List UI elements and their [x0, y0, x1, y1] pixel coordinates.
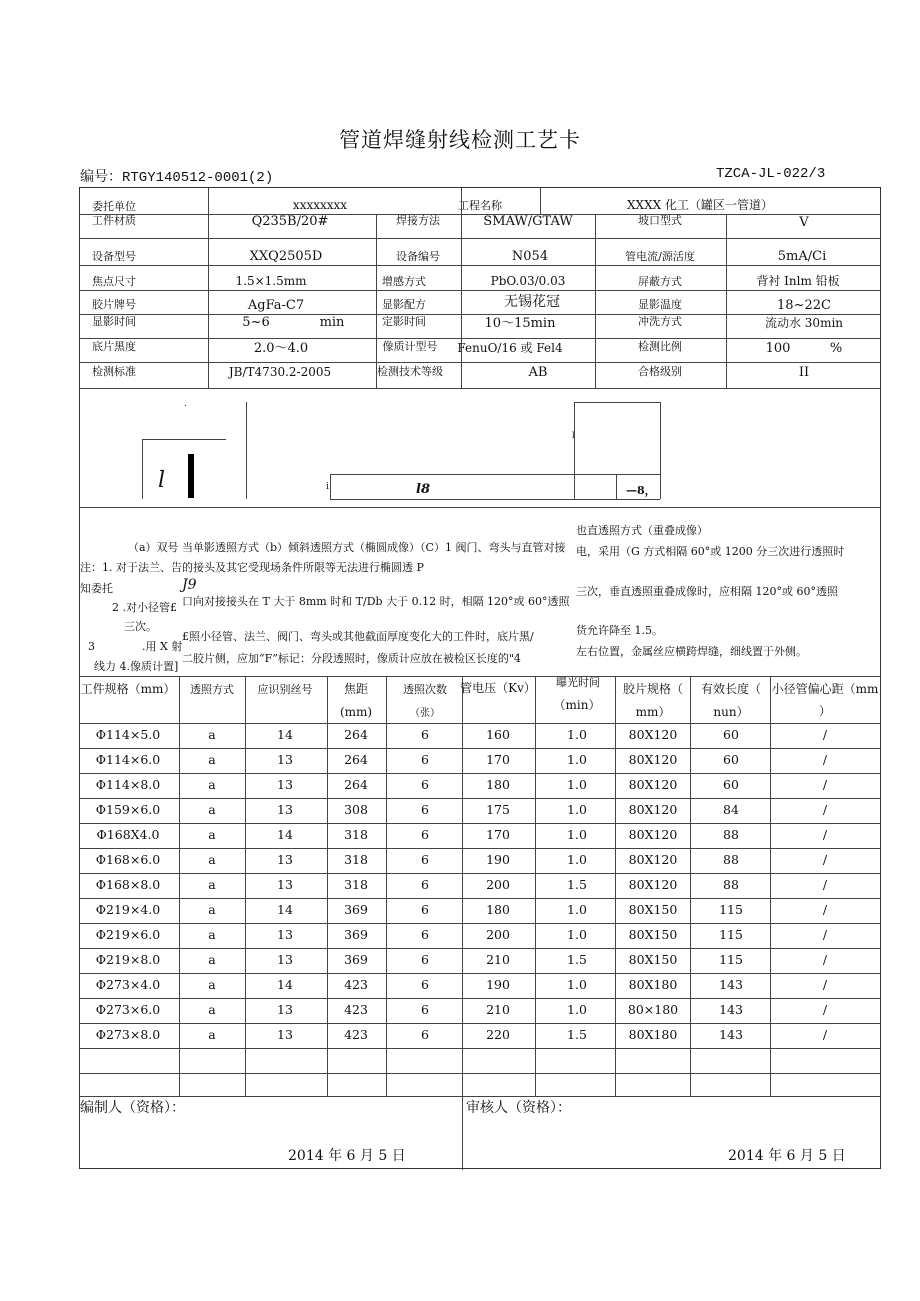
col-header-effective-length: 有效长度（	[700, 682, 762, 696]
table-cell: a	[208, 927, 216, 942]
table-cell: 190	[486, 977, 510, 992]
table-cell: 210	[486, 1002, 510, 1017]
reviewer-label: 审核人（资格）：	[466, 1100, 571, 1116]
table-cell: 6	[421, 802, 429, 817]
table-cell: 80X120	[628, 777, 678, 792]
develop-temperature-value: 18~22C	[777, 298, 831, 313]
note-line: 注：1. 对于法兰、告	[80, 561, 182, 574]
table-cell: Φ159×6.0	[95, 802, 161, 817]
col-header-method: 透照方式	[190, 683, 234, 696]
standard-label: 检测标准	[92, 365, 136, 378]
table-cell: 80X120	[628, 727, 678, 742]
table-cell: /	[822, 877, 828, 892]
table-cell: 369	[344, 902, 368, 917]
table-cell: 88	[723, 827, 739, 842]
table-cell: 318	[344, 852, 368, 867]
acceptance-level-label: 合格级别	[638, 365, 682, 378]
table-cell: Φ273×8.0	[95, 1027, 161, 1042]
table-cell: 84	[723, 802, 739, 817]
table-cell: 1.0	[567, 852, 587, 867]
note-line: £照小径管、法兰、阀门、弯头或其他截面厚度变化大的工件时，底片黑/	[182, 630, 534, 643]
table-cell: 13	[277, 852, 293, 867]
col-header-exposures-unit: （张）	[410, 708, 440, 719]
compiler-label: 编制人（资格）：	[80, 1100, 185, 1116]
table-cell: 190	[486, 852, 510, 867]
fixing-time-label: 定影时间	[382, 315, 426, 328]
diagram-mark-d: i	[326, 482, 329, 492]
shielding-value: 背衬 Inlm 铅板	[756, 274, 840, 288]
technique-level-label: 检测技术等级	[377, 365, 443, 378]
tube-current-value: 5mA/Ci	[777, 249, 827, 264]
table-cell: 115	[719, 927, 743, 942]
col-header-spec: 工件规格（mm）	[80, 682, 176, 696]
table-cell: 1.0	[567, 902, 587, 917]
tube-current-label: 管电流/源活度	[625, 250, 695, 263]
note-line: （a）双号	[128, 541, 179, 554]
table-cell: 80X150	[628, 902, 678, 917]
table-cell: /	[822, 902, 828, 917]
client-label: 委托单位	[92, 200, 136, 213]
table-cell: a	[208, 827, 216, 842]
table-cell: /	[822, 1027, 828, 1042]
iqi-model-label: 像质计型号	[382, 340, 438, 353]
table-cell: 115	[719, 902, 743, 917]
table-cell: 88	[723, 877, 739, 892]
develop-time-label: 显影时间	[92, 315, 136, 328]
col-header-focal-unit: (mm)	[339, 705, 373, 719]
table-cell: 264	[344, 727, 368, 742]
material-value: Q235B/20#	[251, 214, 329, 229]
film-density-label: 底片黑度	[92, 340, 136, 353]
table-cell: 170	[486, 827, 510, 842]
table-cell: a	[208, 852, 216, 867]
table-cell: 423	[344, 977, 368, 992]
table-cell: /	[822, 827, 828, 842]
table-cell: 6	[421, 877, 429, 892]
table-cell: 6	[421, 902, 429, 917]
table-cell: 1.0	[567, 727, 587, 742]
table-cell: 6	[421, 952, 429, 967]
table-cell: /	[822, 852, 828, 867]
diagram-mark-dot: .	[184, 399, 187, 409]
note-line: 知委托	[80, 582, 113, 595]
note-line: 线力 4.像质计置]	[94, 660, 179, 673]
note-line: 3	[88, 640, 95, 653]
table-cell: 1.0	[567, 802, 587, 817]
develop-time-unit: min	[319, 315, 345, 330]
note-line: 二胶片侧，应加“F”标记：分段透照时，像质计应放在被检区长度的"4	[182, 652, 521, 665]
table-cell: Φ114×5.0	[95, 727, 161, 742]
table-cell: 175	[486, 802, 510, 817]
table-cell: 264	[344, 777, 368, 792]
table-cell: a	[208, 777, 216, 792]
table-cell: Φ219×8.0	[95, 952, 161, 967]
table-cell: a	[208, 1002, 216, 1017]
diagram-mark-b: l8	[416, 482, 430, 497]
table-cell: 170	[486, 752, 510, 767]
table-cell: 80X180	[628, 1027, 678, 1042]
table-cell: /	[822, 952, 828, 967]
table-cell: 14	[277, 977, 293, 992]
diagram-thick-bar	[188, 454, 194, 498]
inspection-ratio-label: 检测比例	[638, 340, 682, 353]
developer-formula-value: 无锡花冠	[504, 294, 560, 310]
table-cell: 210	[486, 952, 510, 967]
table-cell: 80X180	[628, 977, 678, 992]
col-header-wire: 应识别丝号	[257, 683, 313, 696]
exposure-diagram	[80, 388, 880, 507]
table-cell: 180	[486, 777, 510, 792]
col-header-eccentricity: 小径管偏心距（mm	[771, 682, 879, 696]
table-cell: 80X120	[628, 852, 678, 867]
table-cell: Φ114×8.0	[95, 777, 161, 792]
table-cell: /	[822, 977, 828, 992]
table-cell: a	[208, 977, 216, 992]
col-header-exposure-time-unit: （min）	[553, 698, 601, 712]
note-line: 电，采用（G 方式相隔 60°或 1200 分三次进行透照时	[576, 545, 845, 558]
compile-date: 2014 年 6 月 5 日	[288, 1148, 406, 1164]
table-cell: 80×180	[627, 1002, 679, 1017]
note-line: 也直透照方式（重叠成像）	[576, 524, 708, 537]
film-brand-label: 胶片牌号	[92, 298, 136, 311]
table-cell: /	[822, 1002, 828, 1017]
table-cell: 13	[277, 1027, 293, 1042]
table-cell: 6	[421, 1002, 429, 1017]
page-title: 管道焊缝射线检测工艺卡	[339, 128, 581, 152]
film-brand-value: AgFa-C7	[247, 298, 305, 313]
acceptance-level-value: II	[798, 365, 810, 380]
table-cell: 80X150	[628, 927, 678, 942]
table-cell: 60	[723, 777, 739, 792]
standard-value: JB/T4730.2-2005	[228, 365, 332, 379]
col-header-exposure-time: 曝光时间	[556, 676, 600, 689]
table-cell: /	[822, 927, 828, 942]
note-line: J9	[182, 577, 197, 593]
table-cell: 13	[277, 777, 293, 792]
table-cell: 1.0	[567, 927, 587, 942]
focal-size-label: 焦点尺寸	[92, 275, 136, 288]
table-cell: 160	[486, 727, 510, 742]
note-line: 当单影透照方式（b）倾斜透照方式（椭圆成像）（C）1 阀门、弯头与直管对接	[182, 541, 566, 554]
project-name-label: 工程名称	[458, 199, 502, 212]
table-cell: Φ168X4.0	[96, 827, 160, 842]
table-cell: 1.0	[567, 827, 587, 842]
table-cell: 1.0	[567, 777, 587, 792]
table-cell: 115	[719, 952, 743, 967]
table-cell: 6	[421, 977, 429, 992]
col-header-film-size: 胶片规格（	[622, 682, 684, 696]
process-card-frame	[79, 187, 881, 1169]
table-cell: a	[208, 727, 216, 742]
table-cell: 180	[486, 902, 510, 917]
table-cell: /	[822, 727, 828, 742]
inspection-ratio-value: 100	[765, 341, 791, 356]
table-cell: Φ114×6.0	[95, 752, 161, 767]
table-cell: 80X120	[628, 802, 678, 817]
table-cell: 88	[723, 852, 739, 867]
material-label: 工件材质	[92, 214, 136, 227]
iqi-model-value: FenuO/16 或 Fel4	[457, 341, 563, 355]
note-line: 的接头及其它受现场条件所限等无法进行椭圆透 P	[182, 561, 424, 574]
col-header-exposures: 透照次数	[403, 683, 447, 696]
develop-temperature-label: 显影温度	[638, 298, 682, 311]
welding-method-value: SMAW/GTAW	[483, 214, 573, 229]
table-cell: 369	[344, 952, 368, 967]
developer-formula-label: 显影配方	[382, 298, 426, 311]
table-cell: 1.0	[567, 752, 587, 767]
table-cell: 6	[421, 727, 429, 742]
note-line: 左右位置，金属丝应横跨焊缝，细线置于外侧。	[576, 645, 807, 658]
table-cell: 143	[719, 1002, 743, 1017]
form-code: TZCA-JL-022/3	[716, 166, 826, 182]
technique-level-value: AB	[528, 365, 548, 380]
table-cell: 318	[344, 827, 368, 842]
intensifying-label: 增感方式	[382, 275, 426, 288]
table-cell: 60	[723, 727, 739, 742]
note-line: .用 X 射	[142, 640, 183, 653]
table-cell: Φ168×8.0	[95, 877, 161, 892]
table-cell: 13	[277, 952, 293, 967]
table-cell: Φ168×6.0	[95, 852, 161, 867]
diagram-mark-c: —8，	[626, 484, 656, 497]
table-cell: 14	[277, 727, 293, 742]
table-cell: a	[208, 952, 216, 967]
col-header-film-size-unit: mm）	[635, 705, 671, 719]
table-cell: 1.5	[567, 952, 587, 967]
table-cell: 13	[277, 1002, 293, 1017]
table-cell: 14	[277, 902, 293, 917]
col-header-voltage: 管电压（Kv）	[460, 681, 536, 695]
table-cell: 423	[344, 1002, 368, 1017]
table-cell: Φ273×6.0	[95, 1002, 161, 1017]
note-line: 三次。	[124, 620, 157, 633]
col-header-focal: 焦距	[343, 682, 369, 696]
equipment-model-value: XXQ2505D	[249, 249, 323, 264]
client-value: xxxxxxxx	[292, 198, 348, 212]
fixing-time-value: 10～15min	[484, 316, 556, 331]
table-cell: /	[822, 802, 828, 817]
table-cell: 1.0	[567, 977, 587, 992]
develop-time-value: 5~6	[242, 315, 270, 330]
rinse-method-value: 流动水 30min	[764, 316, 844, 330]
diagram-mark-a: l	[158, 468, 166, 493]
review-date: 2014 年 6 月 5 日	[728, 1148, 846, 1164]
shielding-label: 屏蔽方式	[638, 275, 682, 288]
inspection-ratio-unit: %	[829, 341, 843, 356]
table-cell: 6	[421, 927, 429, 942]
table-cell: 13	[277, 877, 293, 892]
table-cell: 6	[421, 852, 429, 867]
table-cell: 14	[277, 827, 293, 842]
table-cell: 13	[277, 752, 293, 767]
table-cell: 13	[277, 927, 293, 942]
col-header-eccentricity-unit: ）	[818, 704, 832, 718]
table-cell: 264	[344, 752, 368, 767]
table-cell: 318	[344, 877, 368, 892]
table-cell: 80X150	[628, 952, 678, 967]
table-cell: /	[822, 752, 828, 767]
table-cell: 6	[421, 752, 429, 767]
table-cell: 143	[719, 977, 743, 992]
note-line: 三次，垂直透照重叠成像时，应相隔 120°或 60°透照	[576, 585, 838, 598]
col-header-effective-length-unit: nun）	[713, 705, 749, 719]
table-cell: 308	[344, 802, 368, 817]
table-cell: 6	[421, 827, 429, 842]
table-cell: 6	[421, 777, 429, 792]
focal-size-value: 1.5×1.5mm	[235, 274, 307, 288]
table-cell: 80X120	[628, 752, 678, 767]
table-cell: a	[208, 1027, 216, 1042]
equipment-number-value: N054	[511, 249, 549, 264]
table-cell: 423	[344, 1027, 368, 1042]
table-cell: 200	[486, 877, 510, 892]
note-line: 货允许降至 1.5。	[576, 624, 663, 637]
table-cell: Φ219×4.0	[95, 902, 161, 917]
rinse-method-label: 冲洗方式	[638, 315, 682, 328]
note-line: 口向对接接头在 T 大于 8mm 时和 T/Db 大于 0.12 时，相隔 120°或 60°透照	[182, 595, 570, 608]
table-cell: a	[208, 752, 216, 767]
intensifying-value: PbO.03/0.03	[490, 274, 566, 288]
table-cell: a	[208, 877, 216, 892]
table-cell: 6	[421, 1027, 429, 1042]
groove-type-label: 坡口型式	[638, 214, 682, 227]
table-cell: 200	[486, 927, 510, 942]
film-density-value: 2.0～4.0	[253, 341, 309, 356]
table-cell: /	[822, 777, 828, 792]
table-cell: 80X120	[628, 827, 678, 842]
table-cell: 1.0	[567, 1002, 587, 1017]
groove-type-value: V	[799, 215, 809, 230]
equipment-number-label: 设备编号	[396, 250, 440, 263]
table-cell: a	[208, 802, 216, 817]
diagram-mark-e: l	[572, 431, 575, 440]
table-cell: 60	[723, 752, 739, 767]
table-cell: 369	[344, 927, 368, 942]
table-cell: a	[208, 902, 216, 917]
table-cell: Φ219×6.0	[95, 927, 161, 942]
document-number: 编号：RTGY140512-0001(2)	[80, 170, 274, 186]
table-cell: 220	[486, 1027, 510, 1042]
table-cell: 80X120	[628, 877, 678, 892]
table-cell: 13	[277, 802, 293, 817]
table-cell: Φ273×4.0	[95, 977, 161, 992]
project-name-value: XXXX 化工（罐区一管道）	[627, 198, 773, 212]
table-cell: 1.5	[567, 877, 587, 892]
welding-method-label: 焊接方法	[396, 214, 440, 227]
table-cell: 1.5	[567, 1027, 587, 1042]
equipment-model-label: 设备型号	[92, 250, 136, 263]
table-cell: 143	[719, 1027, 743, 1042]
note-line: 2 .对小径管£	[112, 601, 177, 614]
